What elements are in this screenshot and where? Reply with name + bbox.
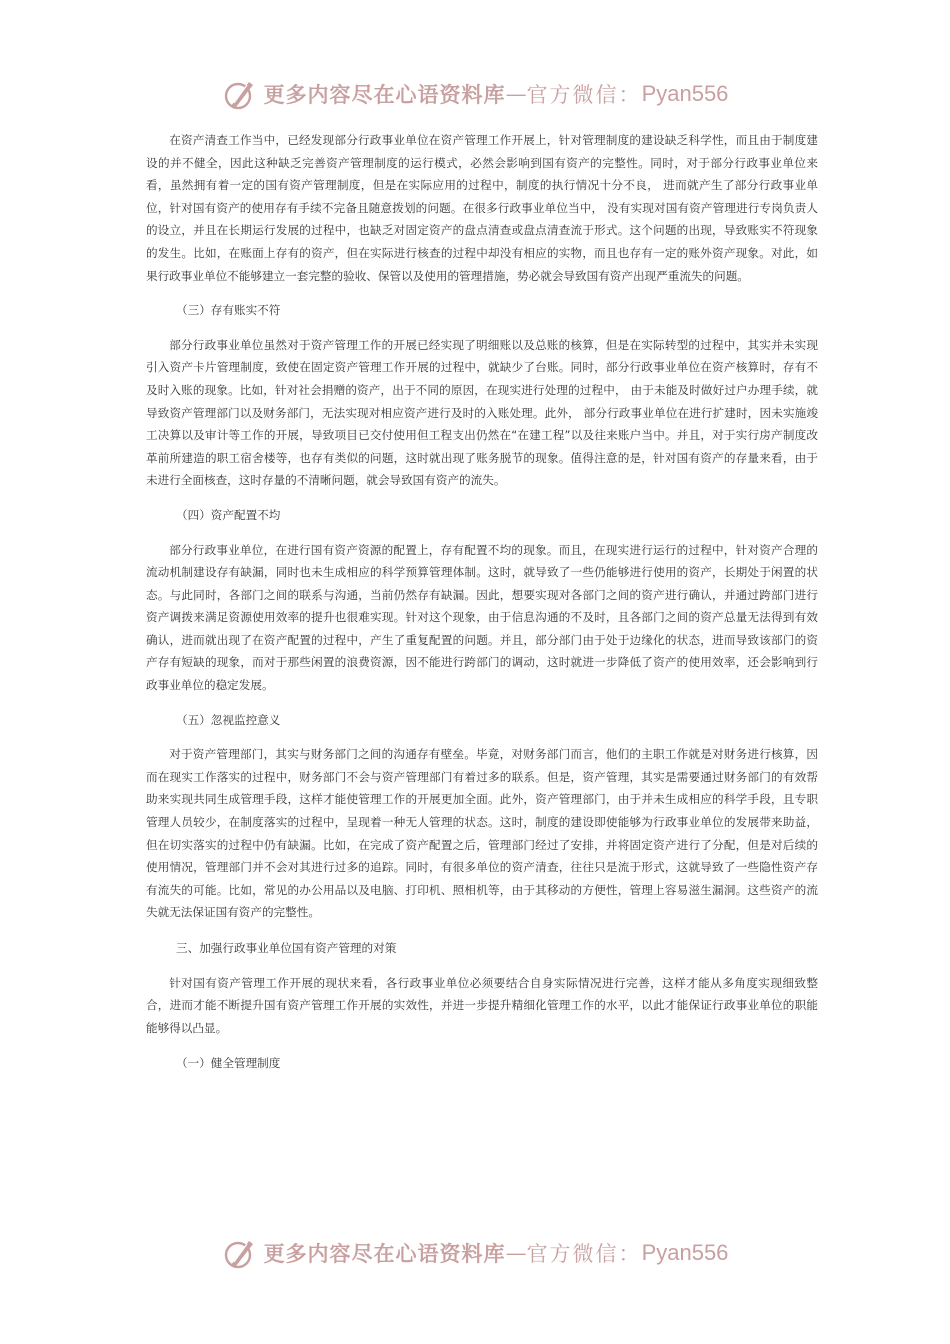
paragraph-countermeasures: 针对国有资产管理工作开展的现状来看，各行政事业单位必须要结合自身实际情况进行完善，这样才能从多角度实现细致整合，进而才能不断提升国有资产管理工作开展的实效性，并进一步提升精细化管理工作的水平，以此才能保证行政事业单位的职能能够得以凸显。 [146,975,818,1035]
footer-banner [0,1229,950,1277]
document-body [146,129,818,1075]
heading-section-three: 三、加强行政事业单位国有资产管理的对策 [176,941,397,955]
heading-uneven-allocation: （四）资产配置不均 [176,507,281,522]
banner-wechat-id: Pyan556 [641,81,729,106]
banner-wechat-label: 官方微信： [526,83,642,107]
heading-ignore-monitoring: （五）忽视监控意义 [176,712,281,727]
paragraph-account-mismatch: 部分行政事业单位虽然对于资产管理工作的开展已经实现了明细账以及总账的核算，但是在实际转型的过程中，其实并未实现引入资产卡片管理制度，致使在固定资产管理工作开展的过程中，就缺少了台账。同时，部分行政事业单位在资产核算时，存有不及时入账的现象。比如，针对社会捐赠的资产，出于不同的原因，在现实进行处理的过程中， 由于未能及时做好过户办理手续，就导致资产管理部门以及财务部门，无法实现对相应资产进行及时的入账处理。此外， 部分行政事业单位在进行扩建时，因未实施竣工决算以及审计等工作的开展，导致项目已交付使用但工程支出仍然在“在建工程”以及往来账户当中。并且，对于实行房产制度改革前所建造的职工宿舍楼等，也存有类似的问题，这时就出现了账务脱节的现象。值得注意的是，针对国有资产的存量来看，由于未进行全面核查，这时存量的不清晰问题，就会导致国有资产的流失。 [146,337,818,488]
banner-brand-text: 更多内容尽在心语资料库 [263,82,506,107]
banner-separator: — [505,1241,527,1265]
header-banner [0,70,950,118]
heading-improve-system: （一）健全管理制度 [176,1056,281,1071]
banner-wechat-id: Pyan556 [641,1240,729,1265]
quill-pen-logo-icon [222,76,258,112]
banner-wechat-label: 官方微信： [526,1242,642,1266]
paragraph-ignore-monitoring: 对于资产管理部门，其实与财务部门之间的沟通存有壁垒。毕竟，对财务部门而言，他们的主职工作就是对财务进行核算，因而在现实工作落实的过程中，财务部门不会与资产管理部门有着过多的联系。但是，资产管理，其实是需要通过财务部门的有效帮助来实现共同生成管理手段，这样才能使管理工作的开展更加全面。此外，资产管理部门，由于并未生成相应的科学手段，且专职管理人员较少，在制度落实的过程中，呈现着一种无人管理的状态。这时，制度的建设即使能够为行政事业单位的发展带来助益，但在切实落实的过程中仍有缺漏。比如，在完成了资产配置之后，管理部门经过了安排，并将固定资产进行了分配，但是对后续的使用情况，管理部门并不会对其进行过多的追踪。同时，有很多单位的资产清查，往往只是流于形式，这就导致了一些隐性资产存有流失的可能。比如，常见的办公用品以及电脑、打印机、照相机等，由于其移动的方便性，管理上容易滋生漏洞。这些资产的流失就无法保证国有资产的完整性。 [146,747,818,920]
heading-account-mismatch: （三）存有账实不符 [176,303,281,318]
paragraph-asset-audit: 在资产清查工作当中，已经发现部分行政事业单位在资产管理工作开展上，针对管理制度的建设缺乏科学性，而且由于制度建设的并不健全，因此这种缺乏完善资产管理制度的运行模式，必然会影响到国有资产的完整性。同时，对于部分行政事业单位来看，虽然拥有着一定的国有资产管理制度，但是在实际应用的过程中，制度的执行情况十分不良， 进而就产生了部分行政事业单位，针对国有资产的使用存有手续不完备且随意拨划的问题。在很多行政事业单位当中， 没有实现对国有资产管理进行专岗负责人的设立，并且在长期运行发展的过程中，也缺乏对固定资产的盘点清查或盘点清查流于形式。这个问题的出现，导致账实不符现象的发生。比如，在账面上存有的资产，但在实际进行核查的过程中却没有相应的实物，而且也存有一定的账外资产现象。对此，如果行政事业单位不能够建立一套完整的验收、保管以及使用的管理措施，势必就会导致国有资产出现严重流失的问题。 [146,133,818,283]
quill-pen-logo-icon [222,1235,258,1271]
banner-brand-text: 更多内容尽在心语资料库 [263,1241,506,1266]
banner-separator: — [505,82,527,106]
paragraph-uneven-allocation: 部分行政事业单位，在进行国有资产资源的配置上，存有配置不均的现象。而且，在现实进行运行的过程中，针对资产合理的流动机制建设存有缺漏，同时也未生成相应的科学预算管理体制。这时，就导致了一些仍能够进行使用的资产，长期处于闲置的状态。与此同时，各部门之间的联系与沟通，当前仍然存有缺漏。因此，想要实现对各部门之间的资产进行确认，并通过跨部门进行资产调拨来满足资源使用效率的提升也很难实现。针对这个现象，由于信息沟通的不及时，且各部门之间的资产总量无法得到有效确认，进而就出现了在资产配置的过程中，产生了重复配置的问题。并且，部分部门由于处于边缘化的状态，进而导致该部门的资产存有短缺的现象，而对于那些闲置的浪费资源，因不能进行跨部门的调动，这时就进一步降低了资产的使用效率，还会影响到行政事业单位的稳定发展。 [146,542,818,693]
